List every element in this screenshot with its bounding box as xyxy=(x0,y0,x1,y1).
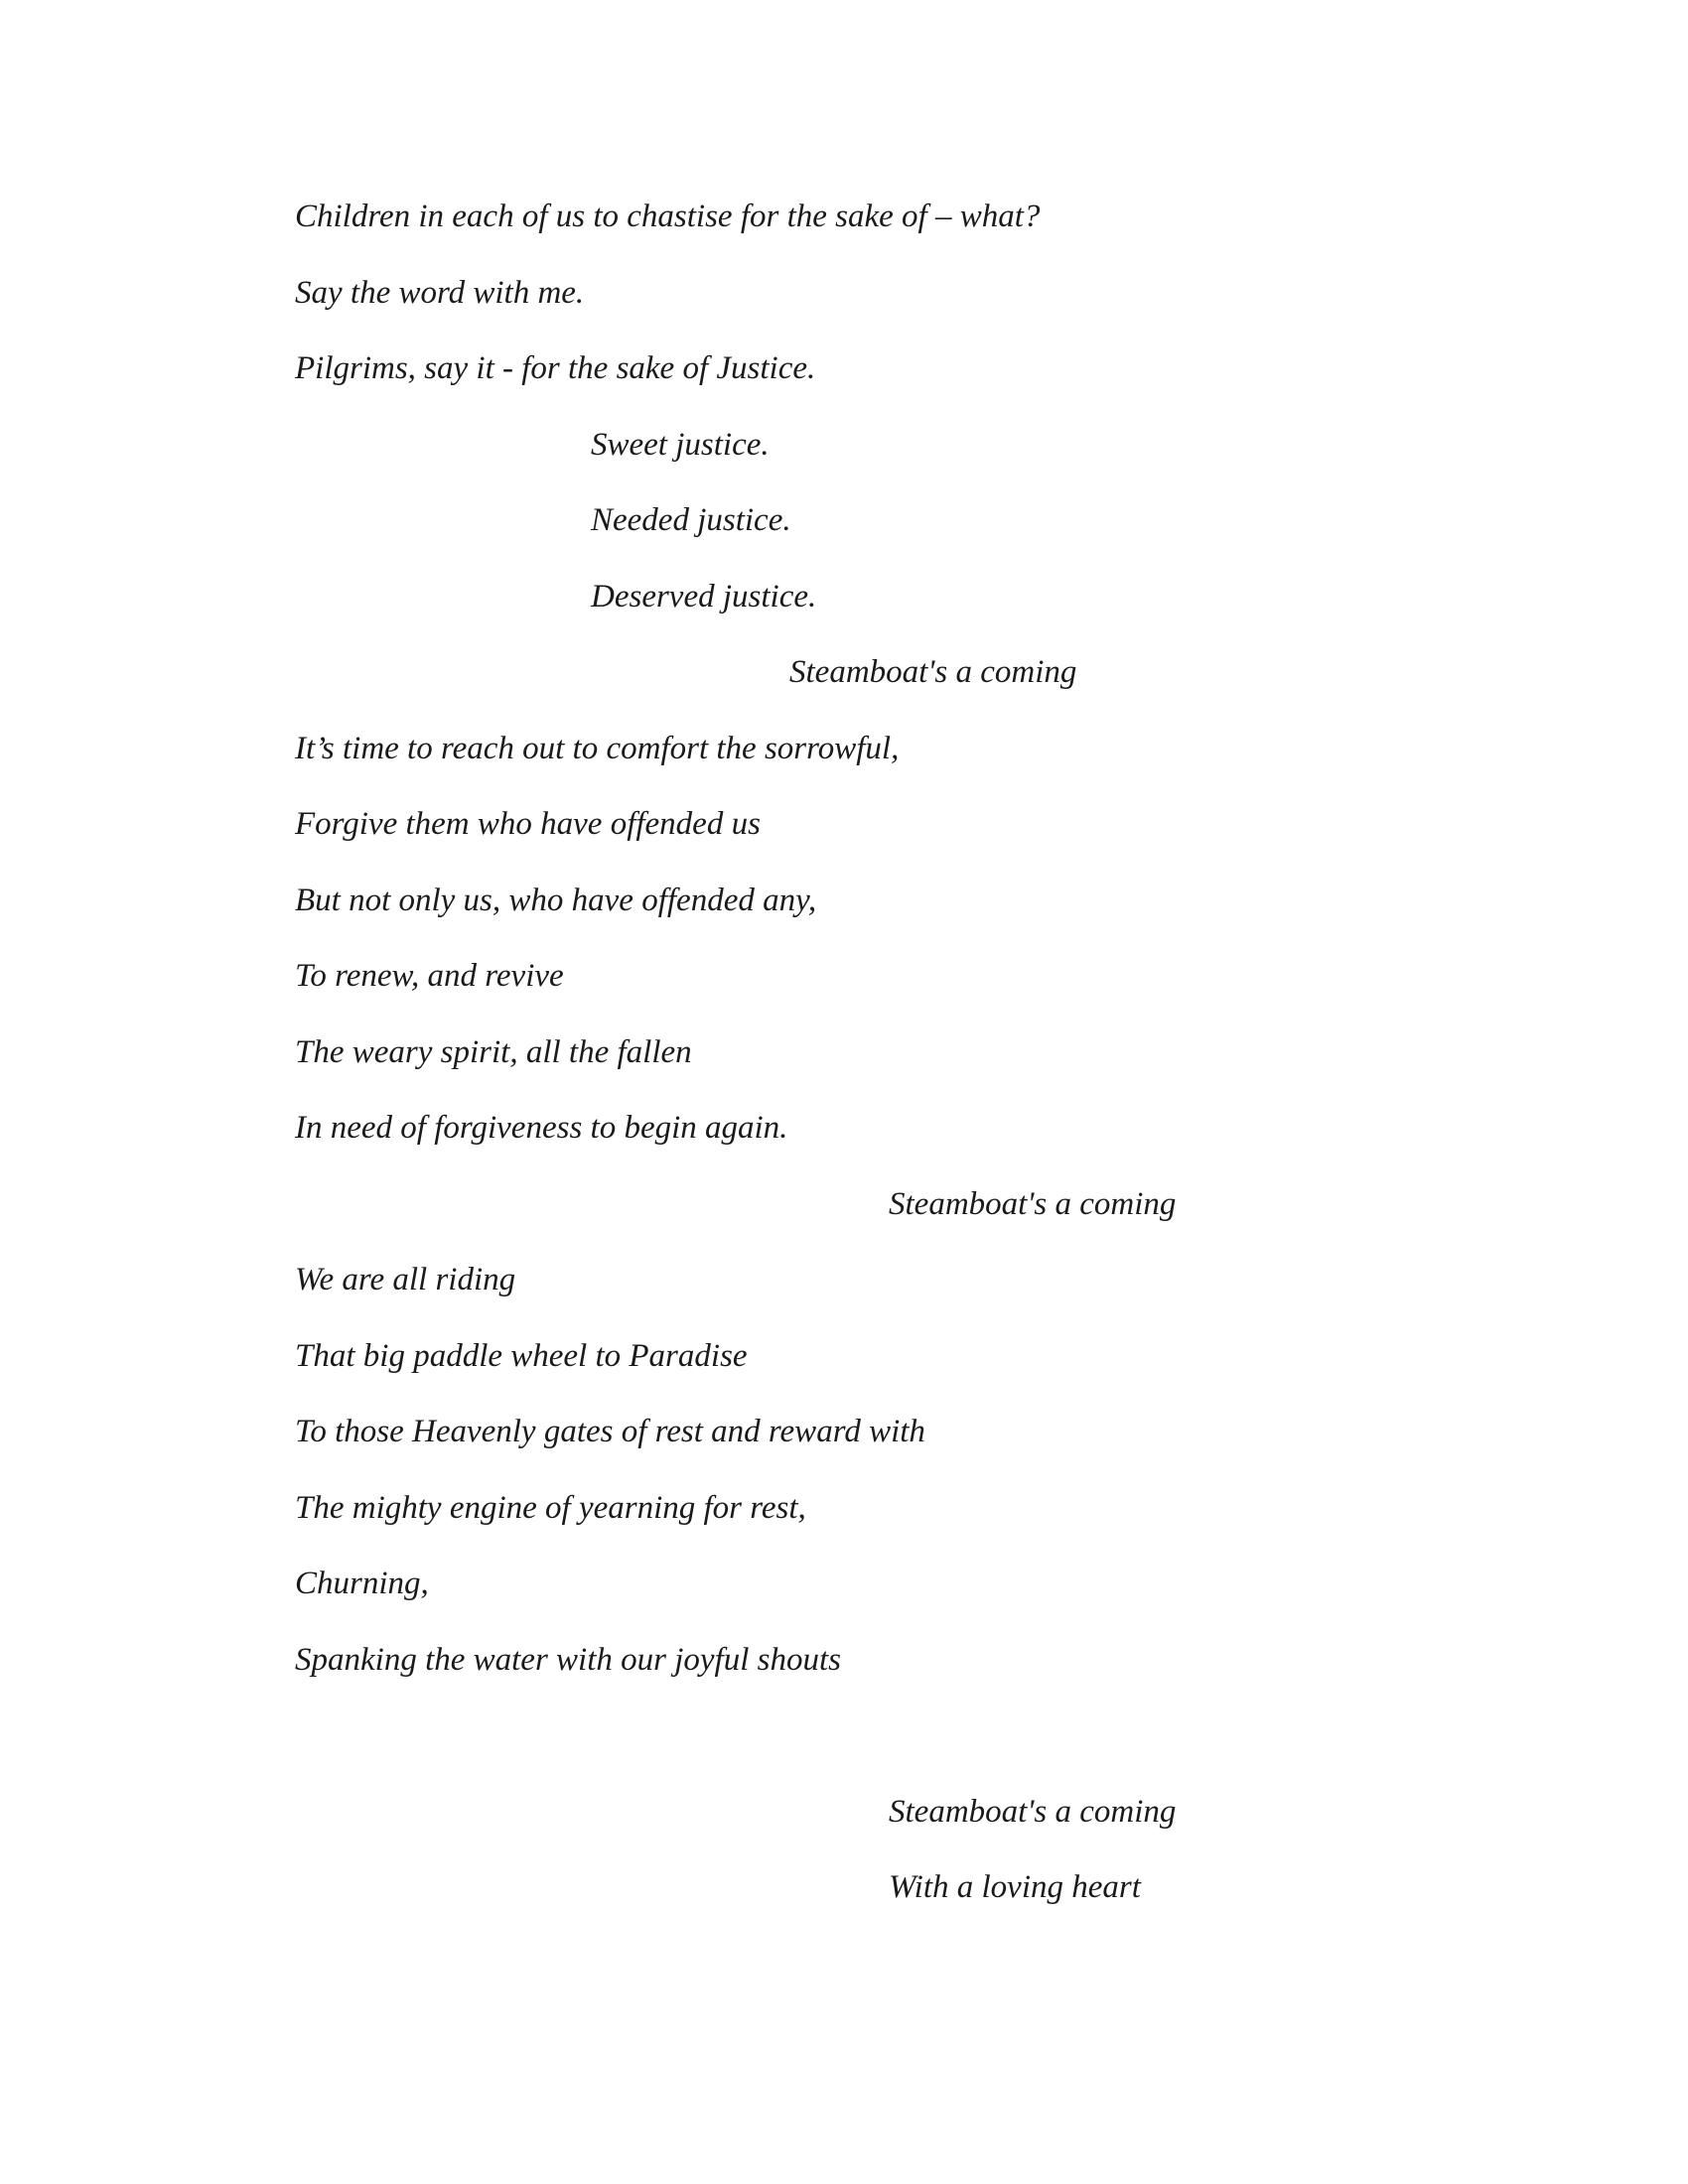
poem-line-5: Needed justice. xyxy=(591,502,791,538)
poem-line-2: Say the word with me. xyxy=(295,275,585,311)
poem-line-19: Churning, xyxy=(295,1566,429,1601)
poem-line-15: We are all riding xyxy=(295,1262,516,1297)
poem-line-6: Deserved justice. xyxy=(591,579,817,614)
poem-line-12: The weary spirit, all the fallen xyxy=(295,1034,692,1070)
poem-line-4: Sweet justice. xyxy=(591,427,770,463)
poem-line-10: But not only us, who have offended any, xyxy=(295,883,817,918)
poem-line-20: Spanking the water with our joyful shouts xyxy=(295,1642,841,1678)
refrain-line-1: Steamboat's a coming xyxy=(789,654,1077,690)
poem-line-1: Children in each of us to chastise for the sake of – what? xyxy=(295,199,1041,234)
refrain-line-2: Steamboat's a coming xyxy=(889,1186,1177,1222)
poem-closing-line: With a loving heart xyxy=(889,1869,1141,1905)
poem-line-17: To those Heavenly gates of rest and reward with xyxy=(295,1414,925,1449)
poem-line-16: That big paddle wheel to Paradise xyxy=(295,1338,748,1374)
poem-line-11: To renew, and revive xyxy=(295,958,564,994)
poem-line-18: The mighty engine of yearning for rest, xyxy=(295,1490,806,1526)
poem-line-13: In need of forgiveness to begin again. xyxy=(295,1110,788,1146)
poem-line-9: Forgive them who have offended us xyxy=(295,806,761,842)
poem-line-8: It’s time to reach out to comfort the sorrowful, xyxy=(295,731,900,766)
refrain-line-3: Steamboat's a coming xyxy=(889,1794,1177,1830)
poem-line-3: Pilgrims, say it - for the sake of Justice. xyxy=(295,350,816,386)
